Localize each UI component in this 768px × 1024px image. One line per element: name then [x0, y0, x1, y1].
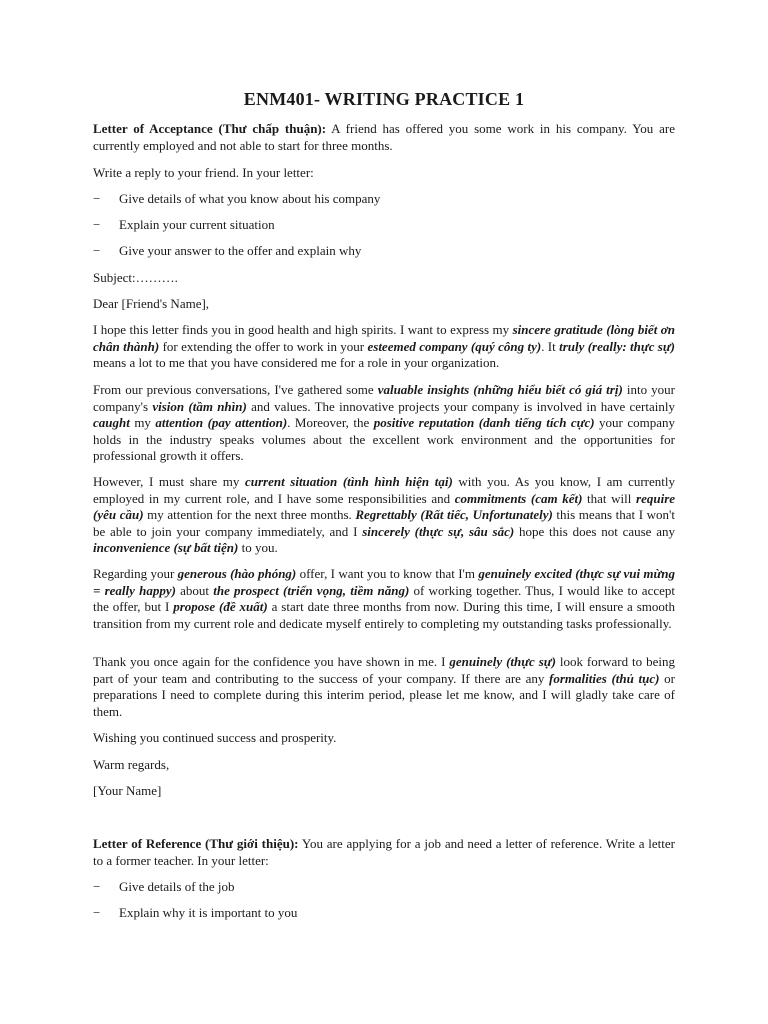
text-run: offer, I want you to know that I'm	[296, 566, 479, 581]
text-run: about	[175, 582, 214, 598]
vocab-term: require (yêu cầu)	[93, 490, 676, 522]
dash-marker: −	[93, 243, 101, 258]
letter-paragraph-3	[93, 474, 675, 557]
text-run: with you. As you know, I am currently employed in my current role, and I have some responsibilities and	[93, 474, 675, 506]
letter-paragraph-5	[93, 654, 675, 720]
dash-marker: −	[93, 905, 101, 920]
text-run: a start date three months from now. During this time, I will ensure a smooth transition from my current role and dedicate myself entirely to completing my outstanding tasks professionally.	[93, 599, 675, 631]
vocab-term: valuable insights (những hiểu biết có giá trị)	[377, 382, 623, 397]
text-run: . It	[541, 338, 560, 354]
vocab-term: propose (đề xuất)	[173, 599, 268, 614]
letter-closing: Warm regards,	[93, 757, 170, 772]
vocab-term: Regrettably (Rất tiếc, Unfortunately)	[355, 507, 553, 522]
text-run: of working together. Thus, I would like to accept the offer, but I	[93, 582, 676, 614]
letter-paragraph-4	[93, 566, 675, 632]
text-run: means a lot to me that you have considered me for a role in your organization.	[93, 355, 500, 370]
letter-paragraph-1	[93, 322, 675, 372]
text-run: and values. The innovative projects your company is involved in have certainly	[246, 398, 675, 414]
vocab-term: commitments (cam kết)	[454, 490, 583, 506]
dash-marker: −	[93, 217, 101, 232]
vocab-term: truly (really: thực sự)	[559, 338, 675, 354]
task2-prompt-text: You are applying for a job and need a letter of reference. Write a letter to a former teacher. In your letter:	[93, 836, 675, 868]
vocab-term: inconvenience (sự bất tiện)	[93, 540, 239, 555]
text-run: your company holds in the industry speaks volumes about the excellent work environment and the opportunities for professional growth it offers.	[93, 415, 676, 463]
vocab-term: sincere gratitude (lòng biết ơn chân thành)	[93, 322, 675, 354]
text-run: . Moreover, the	[287, 415, 374, 430]
text-run: to you.	[238, 540, 278, 555]
vocab-term: positive reputation (danh tiếng tích cực)	[373, 415, 595, 430]
text-run: Regarding your	[93, 566, 178, 581]
letter-signature: [Your Name]	[93, 783, 162, 798]
task2-bullet	[93, 879, 675, 896]
task2-bullet-text: Explain why it is important to you	[119, 905, 298, 920]
task2-label: Letter of Reference (Thư giới thiệu):	[93, 836, 299, 851]
text-run: this means that I won't be able to join your company immediately, and I	[93, 507, 675, 539]
vocab-term: genuinely excited (thực sự vui mừng = really happy)	[93, 566, 676, 598]
text-run: into your company's	[93, 382, 675, 414]
task1-bullet-text: Give your answer to the offer and explain why	[119, 243, 362, 258]
vocab-term: the prospect (triển vọng, tiềm năng)	[213, 582, 410, 598]
dash-marker: −	[93, 191, 101, 206]
vocab-term: generous (hào phóng)	[177, 566, 297, 581]
document-title: ENM401- WRITING PRACTICE 1	[243, 89, 525, 109]
vocab-term: current situation (tình hình hiện tại)	[244, 474, 453, 489]
letter-subject: Subject:……….	[93, 270, 178, 285]
vocab-term: esteemed company (quý công ty)	[367, 338, 542, 354]
task1-prompt-text: A friend has offered you some work in his company. You are currently employed and not able to start for three months.	[93, 121, 675, 153]
task1-bullet-text: Give details of what you know about his company	[119, 191, 381, 206]
text-run: or preparations I need to complete during this interim period, please let me know, and I will gladly take care of them.	[93, 670, 675, 719]
task2-bullet-text: Give details of the job	[119, 879, 235, 894]
letter-greeting: Dear [Friend's Name],	[93, 296, 210, 311]
task1-bullet	[93, 243, 675, 260]
task1-bullet	[93, 217, 675, 234]
task2-bullet	[93, 905, 675, 922]
letter-closing-wish: Wishing you continued success and prosperity.	[93, 730, 337, 745]
vocab-term: attention (pay attention)	[155, 415, 288, 430]
vocab-term: vision (tầm nhìn)	[152, 398, 247, 414]
text-run: look forward to being part of your team and contributing to the success of your company. If there are any	[93, 654, 675, 686]
task1-prompt	[93, 121, 675, 154]
letter-paragraph-2	[93, 382, 675, 465]
dash-marker: −	[93, 879, 101, 894]
text-run: hope this does not cause any	[514, 523, 675, 539]
vocab-term: sincerely (thực sự, sâu sắc)	[362, 523, 515, 539]
text-run: that will	[582, 490, 637, 506]
text-run: my	[129, 415, 156, 430]
text-run: Thank you once again for the confidence you have shown in me. I	[93, 654, 450, 669]
vocab-term: genuinely (thực sự)	[449, 654, 556, 669]
task2-prompt	[93, 836, 675, 869]
task1-label: Letter of Acceptance (Thư chấp thuận):	[93, 121, 327, 136]
text-run: for extending the offer to work in your	[159, 338, 368, 354]
text-run: my attention for the next three months.	[143, 507, 356, 522]
vocab-term: caught	[93, 415, 130, 430]
task1-bullet-text: Explain your current situation	[119, 217, 275, 232]
text-run: I hope this letter finds you in good health and high spirits. I want to express my	[93, 322, 513, 337]
task1-bullet	[93, 191, 675, 208]
text-run: From our previous conversations, I've gathered some	[93, 382, 378, 397]
vocab-term: formalities (thủ tục)	[549, 670, 660, 686]
text-run: However, I must share my	[93, 474, 245, 489]
task1-instruction: Write a reply to your friend. In your letter:	[93, 165, 314, 180]
